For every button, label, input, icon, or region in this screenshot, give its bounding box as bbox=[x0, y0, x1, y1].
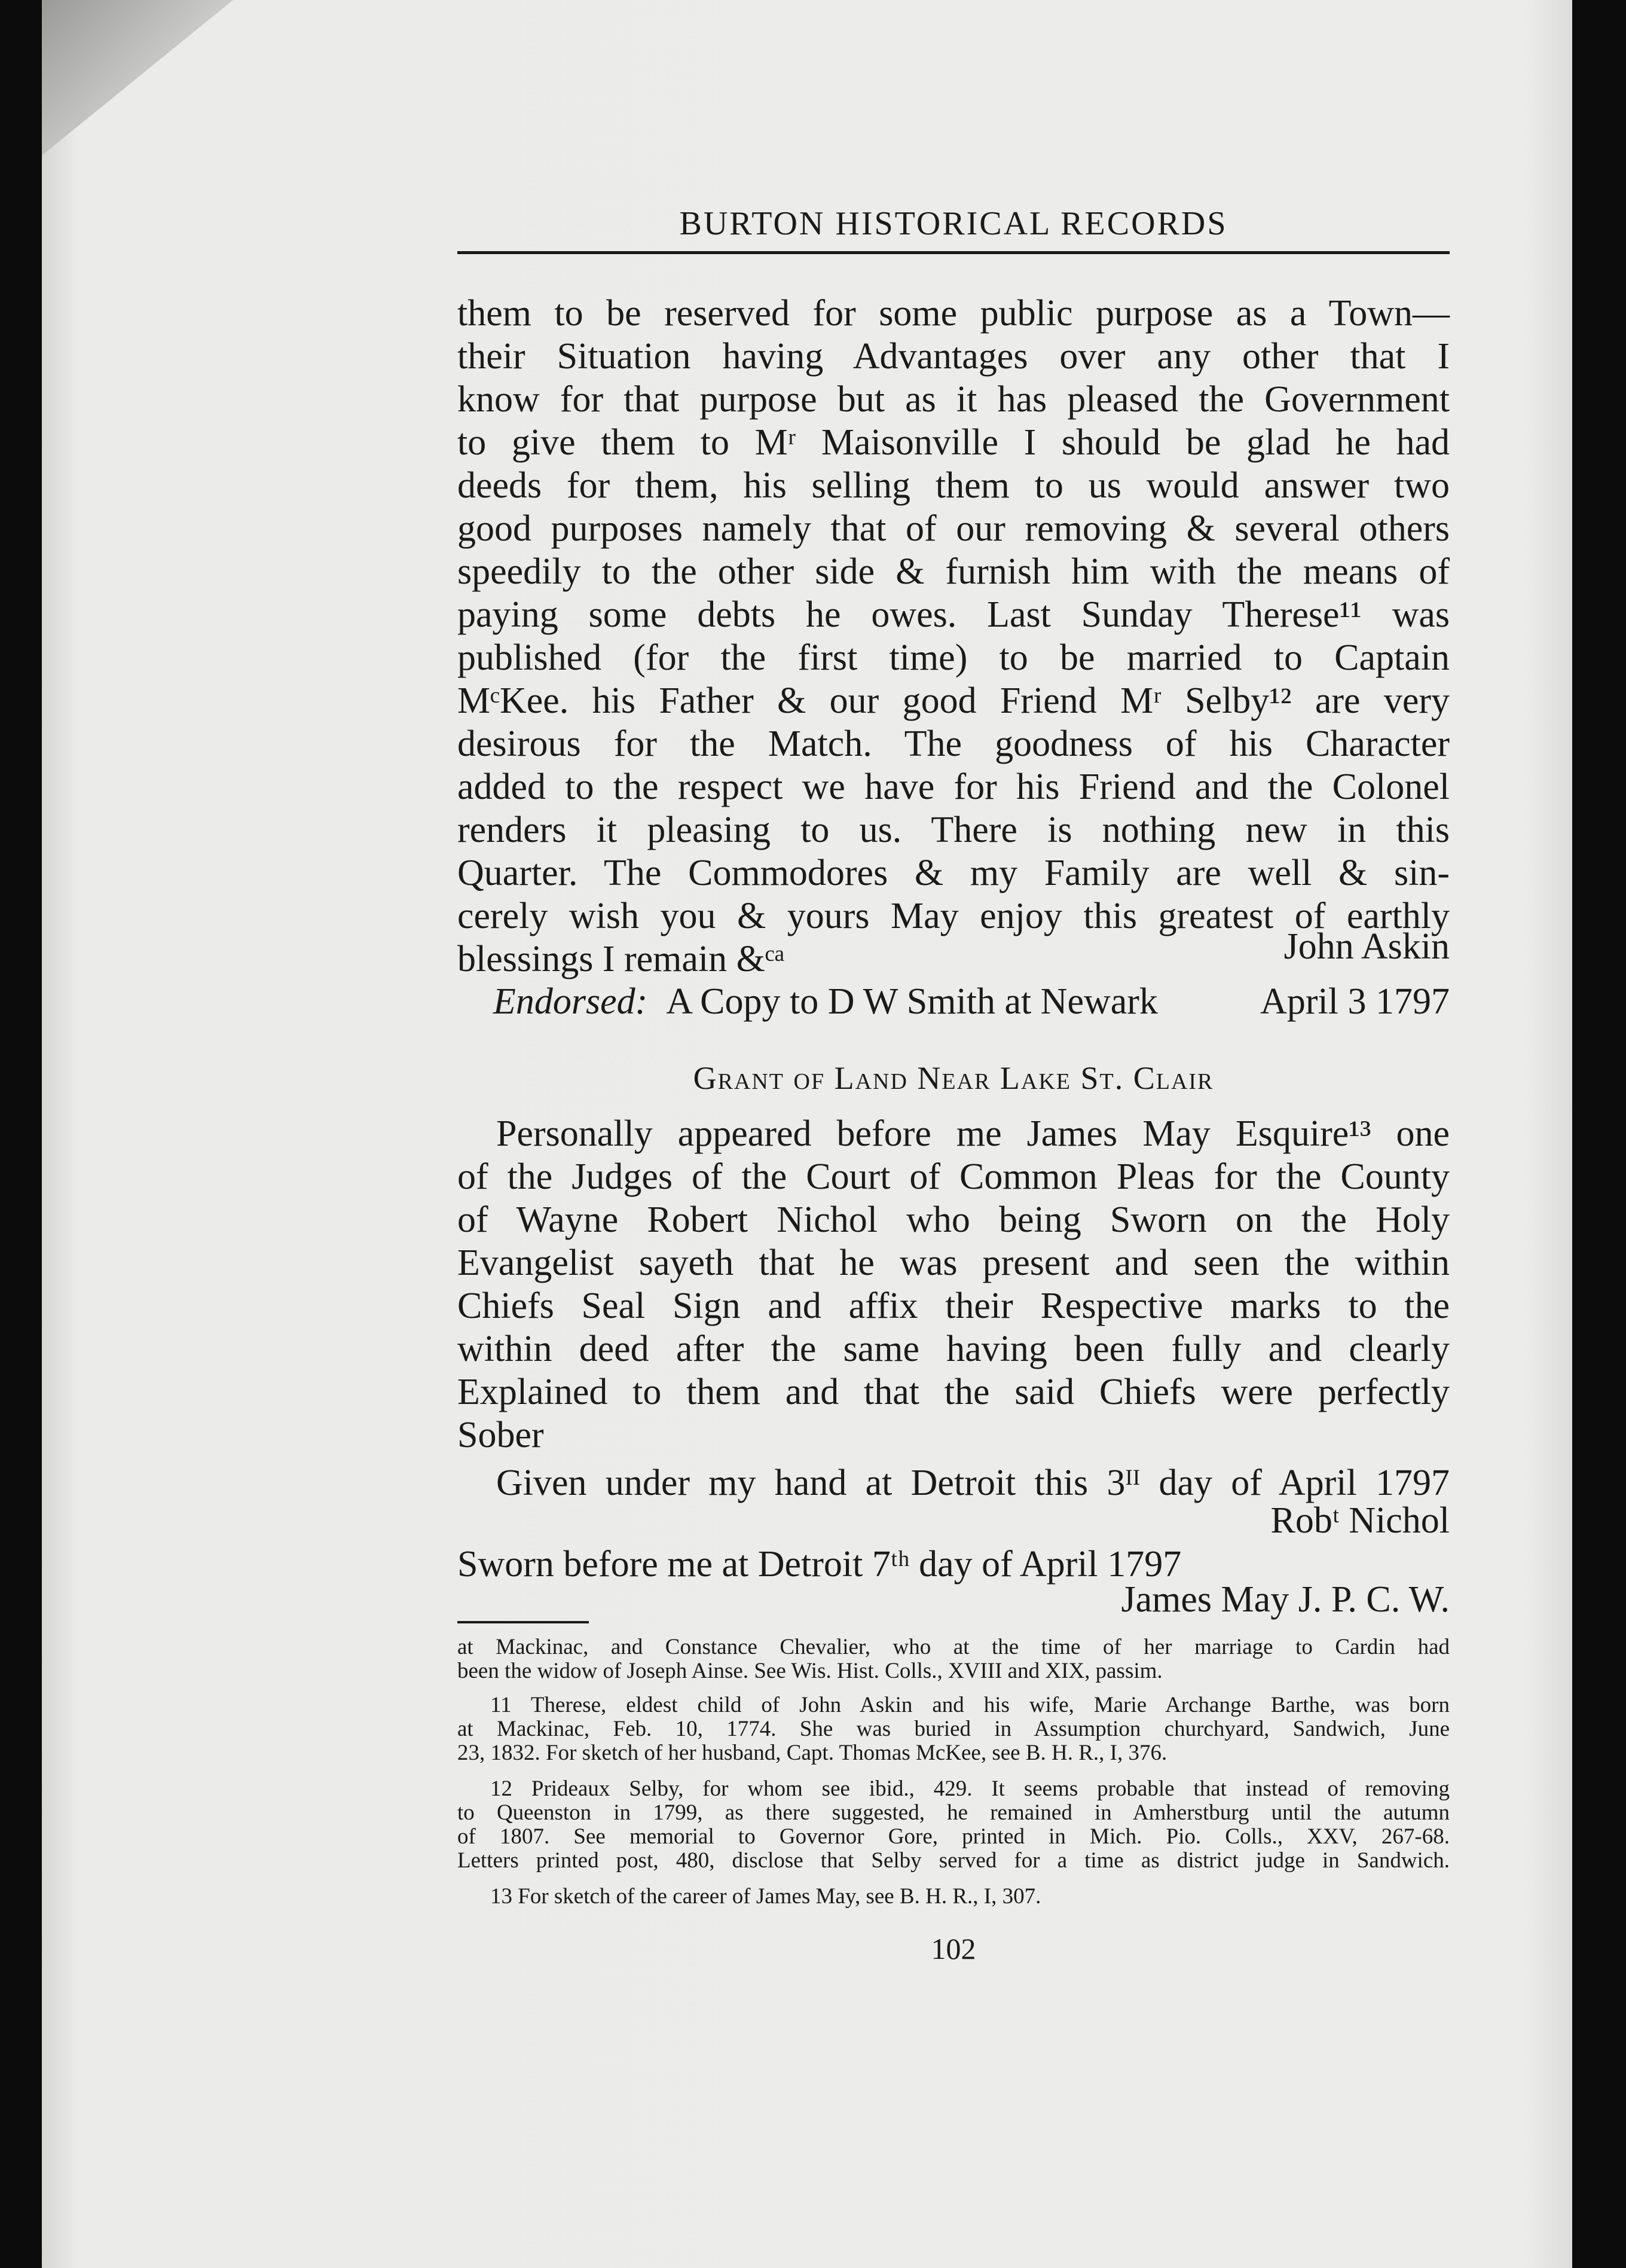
letter-line: to give them to Mʳ Maisonville I should be glad he had bbox=[457, 422, 1450, 463]
grant-line: within deed after the same having been fully and clearly bbox=[457, 1329, 1450, 1369]
letter-line: Quarter. The Commodores & my Family are well & sin- bbox=[457, 853, 1450, 893]
grant-line: Personally appeared before me James May Esquire¹³ one bbox=[496, 1113, 1450, 1154]
footnote-line: 11 Therese, eldest child of John Askin and his wife, Marie Archange Barthe, was born bbox=[490, 1693, 1450, 1717]
grant-line: Sober bbox=[457, 1415, 544, 1455]
footnote-line: at Mackinac, and Constance Chevalier, who at the time of her marriage to Cardin had bbox=[457, 1635, 1450, 1659]
letter-line: their Situation having Advantages over any other that I bbox=[457, 336, 1450, 377]
footnote-rule bbox=[457, 1621, 589, 1623]
footnote-line: Letters printed post, 480, disclose that Selby served for a time as district judge in Sandwich. bbox=[457, 1848, 1450, 1873]
letter-line: them to be reserved for some public purpose as a Town— bbox=[457, 293, 1450, 334]
letter-line: desirous for the Match. The goodness of his Character bbox=[457, 724, 1450, 764]
footnote-line: 13 For sketch of the career of James May, see B. H. R., I, 307. bbox=[490, 1884, 1041, 1909]
letter-line: added to the respect we have for his Friend and the Colonel bbox=[457, 767, 1450, 807]
grant-line: of the Judges of the Court of Common Pleas for the County bbox=[457, 1156, 1450, 1197]
letter-line: cerely wish you & yours May enjoy this greatest of earthly bbox=[457, 896, 1450, 936]
endorsed-date: April 3 1797 bbox=[1260, 981, 1450, 1022]
grant-line: Chiefs Seal Sign and affix their Respective marks to the bbox=[457, 1286, 1450, 1326]
grant-line: Evangelist sayeth that he was present and seen the within bbox=[457, 1243, 1450, 1283]
page-number: 102 bbox=[931, 1932, 976, 1965]
grant-line: Explained to them and that the said Chiefs were perfectly bbox=[457, 1372, 1450, 1412]
folded-corner bbox=[42, 0, 233, 155]
footnote-line: at Mackinac, Feb. 10, 1774. She was buried in Assumption churchyard, Sandwich, June bbox=[457, 1717, 1450, 1741]
grant-line: of Wayne Robert Nichol who being Sworn on the Holy bbox=[457, 1199, 1450, 1240]
footnote-line: 23, 1832. For sketch of her husband, Capt. Thomas McKee, see B. H. R., I, 376. bbox=[457, 1741, 1167, 1765]
endorsed-text: A Copy to D W Smith at Newark bbox=[666, 981, 1158, 1022]
letter-line: speedily to the other side & furnish him with the means of bbox=[457, 551, 1450, 592]
footnote-line: of 1807. See memorial to Governor Gore, printed in Mich. Pio. Colls., XXV, 267-68. bbox=[457, 1824, 1450, 1849]
letter-line: renders it pleasing to us. There is nothing new in this bbox=[457, 810, 1450, 850]
given-line: Given under my hand at Detroit this 3ᴵᴵ day of April 1797 bbox=[496, 1463, 1450, 1503]
letter-line: blessings I remain &ᶜᵃ bbox=[457, 939, 785, 979]
letter-line: published (for the first time) to be married to Captain bbox=[457, 637, 1450, 678]
letter-line: good purposes namely that of our removing & several others bbox=[457, 508, 1450, 549]
letter-line: MᶜKee. his Father & our good Friend Mʳ Selby¹² are very bbox=[457, 680, 1450, 721]
letter-line: deeds for them, his selling them to us would answer two bbox=[457, 465, 1450, 506]
endorsed-label: Endorsed: bbox=[493, 981, 648, 1022]
sworn-signature: James May J. P. C. W. bbox=[1121, 1579, 1450, 1620]
section-heading: Grant of Land Near Lake St. Clair bbox=[693, 1060, 1214, 1096]
footnote-line: 12 Prideaux Selby, for whom see ibid., 429. It seems probable that instead of removing bbox=[490, 1776, 1450, 1801]
footnote-line: to Queenston in 1799, as there suggested, he remained in Amherstburg until the autumn bbox=[457, 1800, 1450, 1825]
letter-line: paying some debts he owes. Last Sunday Therese¹¹ was bbox=[457, 594, 1450, 635]
letter-signature: John Askin bbox=[1283, 926, 1450, 967]
sworn-line: Sworn before me at Detroit 7ᵗʰ day of April 1797 bbox=[457, 1544, 1182, 1585]
running-header: BURTON HISTORICAL RECORDS bbox=[457, 204, 1450, 254]
footnote-line: been the widow of Joseph Ainse. See Wis. Hist. Colls., XVIII and XIX, passim. bbox=[457, 1659, 1163, 1683]
given-signature: Robᵗ Nichol bbox=[1270, 1500, 1450, 1541]
endorsement bbox=[493, 981, 1450, 1023]
letter-line: know for that purpose but as it has pleased the Government bbox=[457, 379, 1450, 420]
